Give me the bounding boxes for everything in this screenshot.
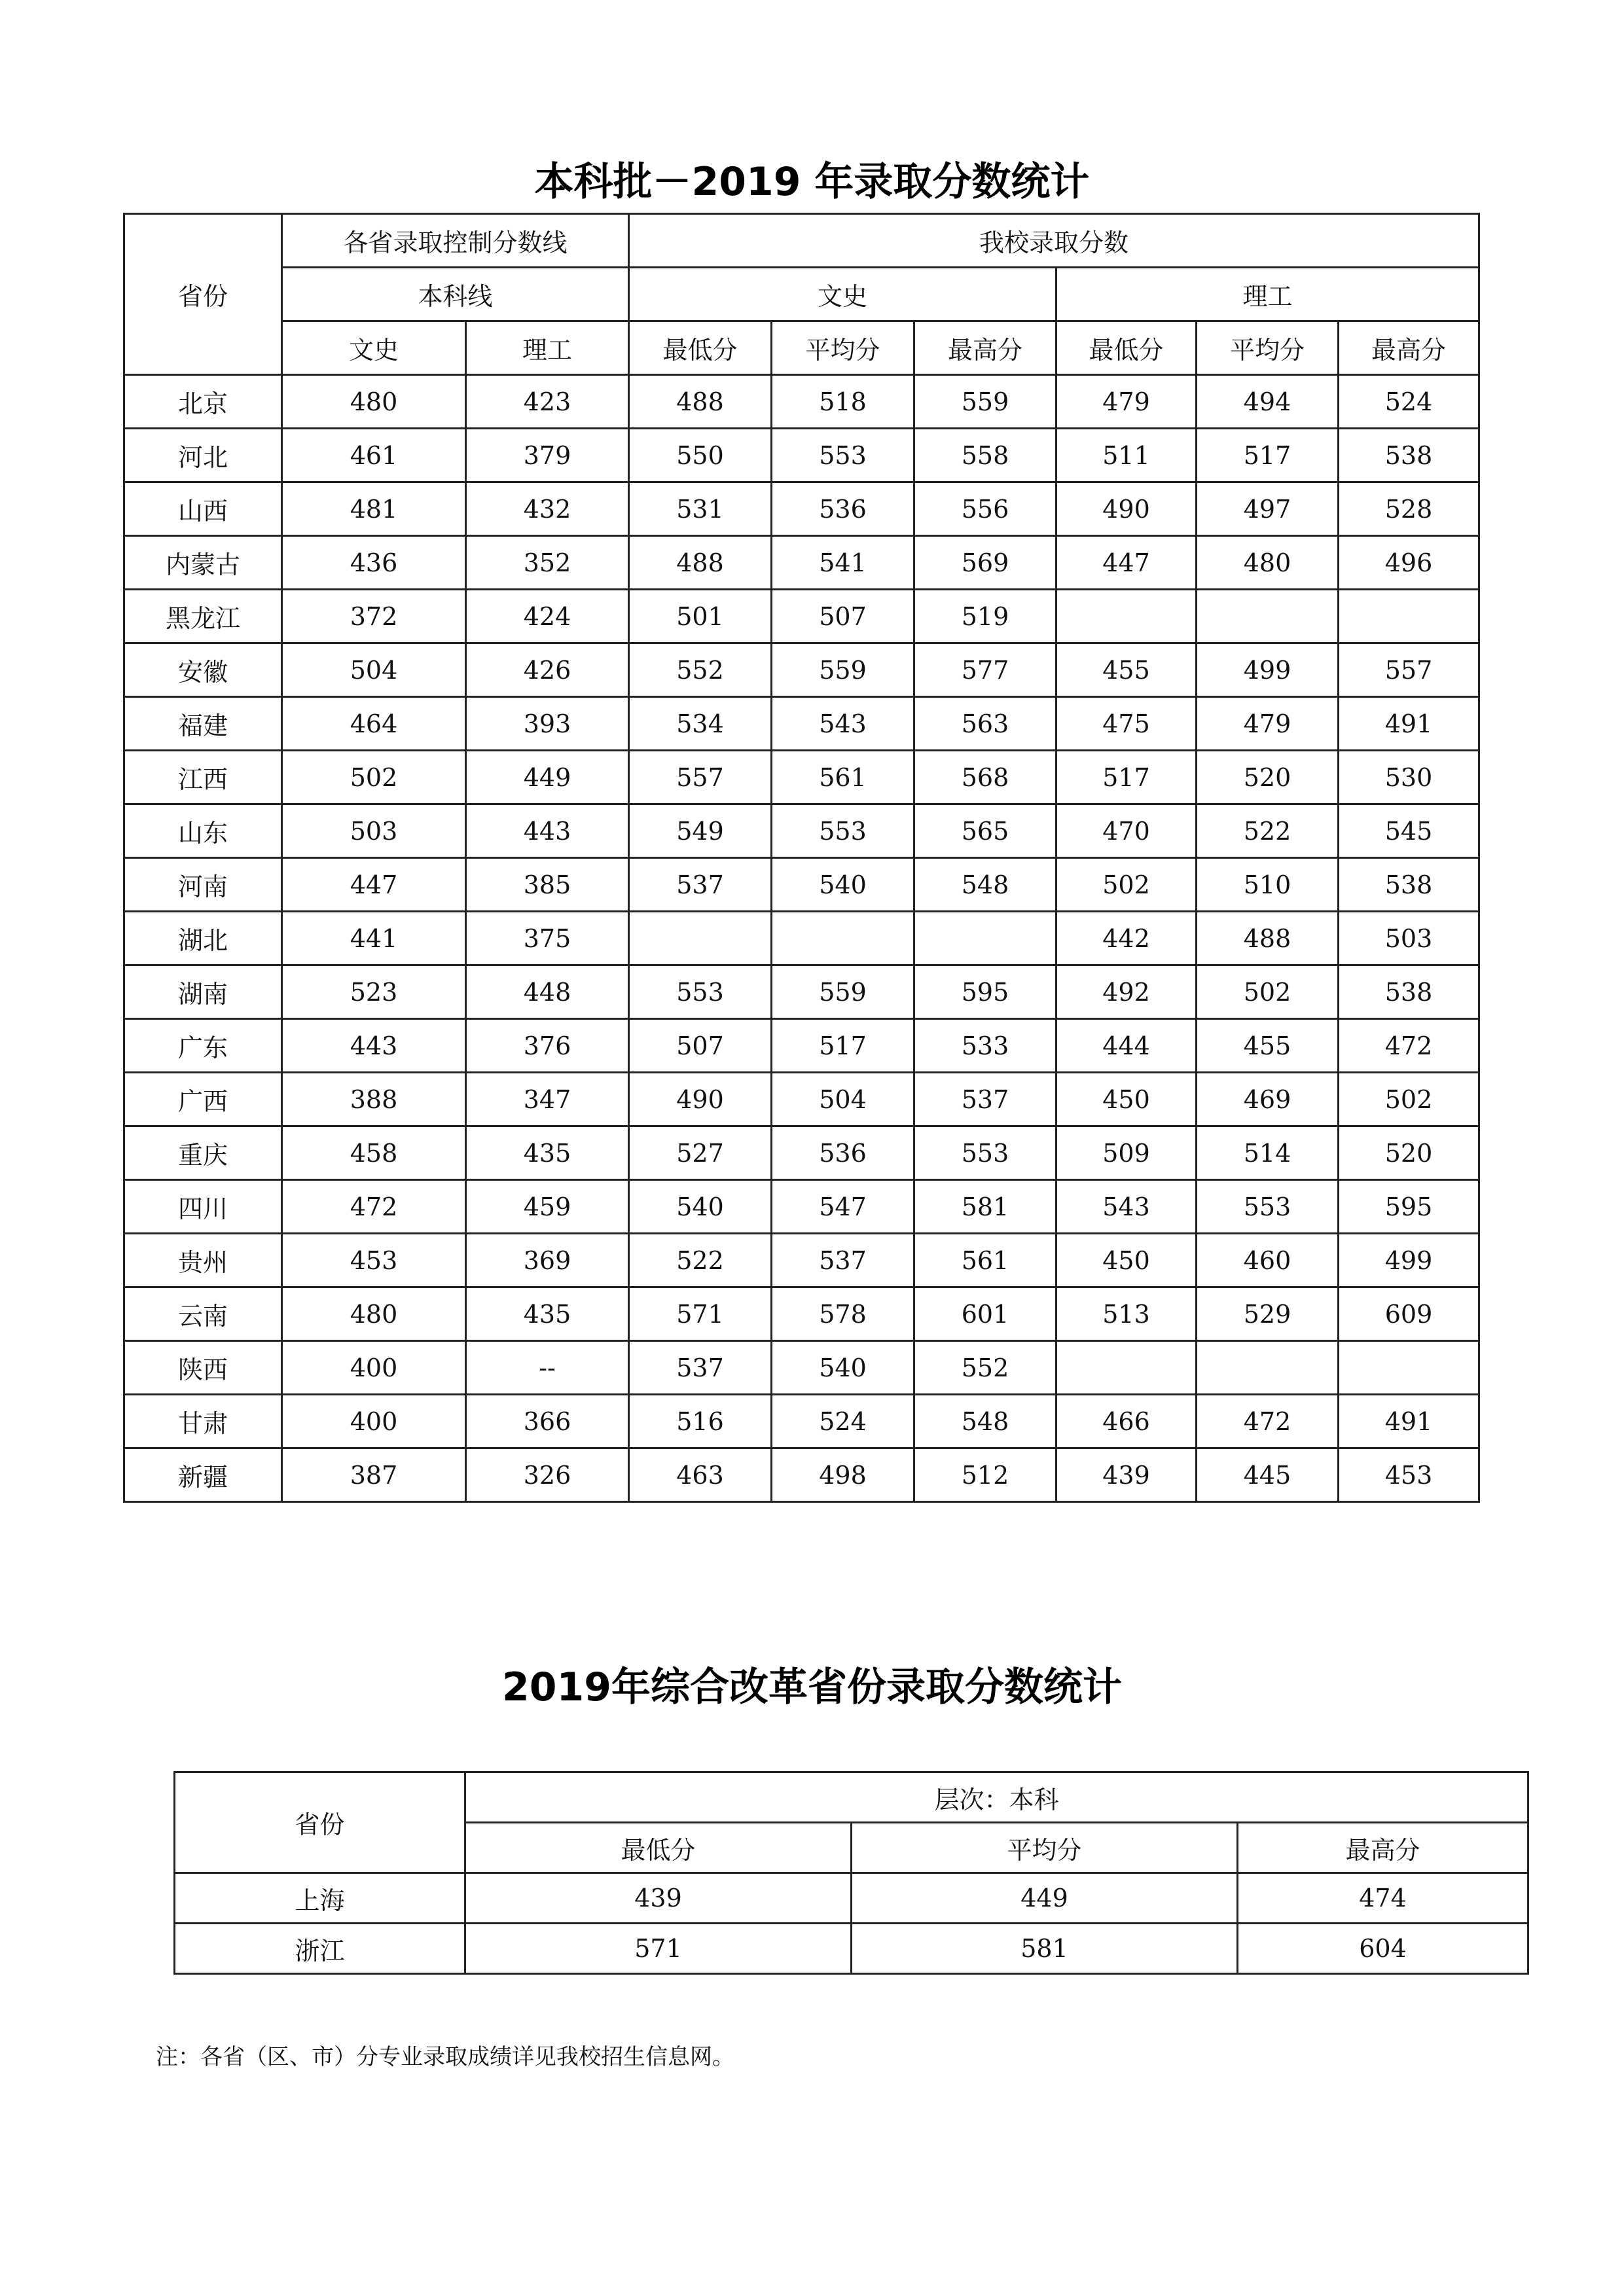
cell-line-ligong: 379: [466, 429, 629, 482]
cell-wenshi-max: [914, 912, 1056, 965]
cell-wenshi-avg: 507: [772, 590, 914, 643]
cell-ligong-avg: 510: [1197, 858, 1339, 912]
cell-line-wenshi: 502: [282, 751, 466, 804]
header-control-line-group: 各省录取控制分数线: [282, 214, 629, 268]
cell-max: 604: [1238, 1924, 1528, 1974]
cell-ligong-avg: 529: [1197, 1287, 1339, 1341]
cell-ligong-max: 491: [1339, 1395, 1479, 1448]
cell-line-ligong: 432: [466, 482, 629, 536]
cell-line-wenshi: 388: [282, 1073, 466, 1126]
cell-wenshi-min: 549: [629, 804, 772, 858]
cell-province: 云南: [124, 1287, 282, 1341]
cell-ligong-min: 466: [1056, 1395, 1197, 1448]
header-wenshi-avg: 平均分: [772, 321, 914, 375]
cell-line-wenshi: 481: [282, 482, 466, 536]
reform-table-title: 2019年综合改革省份录取分数统计: [502, 1664, 1122, 1710]
cell-ligong-max: 557: [1339, 643, 1479, 697]
cell-ligong-avg: 494: [1197, 375, 1339, 429]
table-row: [124, 643, 1479, 697]
cell-ligong-min: 447: [1056, 536, 1197, 590]
cell-wenshi-avg: 536: [772, 482, 914, 536]
cell-wenshi-min: 537: [629, 858, 772, 912]
cell-ligong-max: 472: [1339, 1019, 1479, 1073]
cell-province: 贵州: [124, 1234, 282, 1287]
cell-line-ligong: 393: [466, 697, 629, 751]
table-row: [124, 751, 1479, 804]
cell-wenshi-avg: 547: [772, 1180, 914, 1234]
cell-line-wenshi: 523: [282, 965, 466, 1019]
cell-line-ligong: 435: [466, 1126, 629, 1180]
cell-ligong-max: 520: [1339, 1126, 1479, 1180]
cell-wenshi-max: 581: [914, 1180, 1056, 1234]
cell-ligong-min: 479: [1056, 375, 1197, 429]
cell-avg: 581: [852, 1924, 1238, 1974]
cell-ligong-min: 490: [1056, 482, 1197, 536]
cell-wenshi-avg: 559: [772, 965, 914, 1019]
cell-ligong-max: 538: [1339, 429, 1479, 482]
cell-ligong-min: 470: [1056, 804, 1197, 858]
cell-wenshi-avg: 524: [772, 1395, 914, 1448]
header-ligong-min: 最低分: [1056, 321, 1197, 375]
cell-ligong-max: 528: [1339, 482, 1479, 536]
cell-line-wenshi: 372: [282, 590, 466, 643]
cell-ligong-max: 453: [1339, 1448, 1479, 1502]
cell-ligong-avg: 514: [1197, 1126, 1339, 1180]
cell-ligong-min: 475: [1056, 697, 1197, 751]
cell-ligong-max: 530: [1339, 751, 1479, 804]
cell-ligong-min: [1056, 1341, 1197, 1395]
cell-line-ligong: 369: [466, 1234, 629, 1287]
header-max: 最高分: [1238, 1823, 1528, 1873]
cell-ligong-max: 499: [1339, 1234, 1479, 1287]
cell-line-wenshi: 447: [282, 858, 466, 912]
cell-province: 福建: [124, 697, 282, 751]
cell-province: 河南: [124, 858, 282, 912]
cell-line-wenshi: 458: [282, 1126, 466, 1180]
cell-wenshi-max: 565: [914, 804, 1056, 858]
cell-ligong-min: 450: [1056, 1234, 1197, 1287]
table-row: [124, 804, 1479, 858]
cell-province: 浙江: [175, 1924, 465, 1974]
table-row: [124, 1395, 1479, 1448]
header-ligong-avg: 平均分: [1197, 321, 1339, 375]
cell-line-ligong: 423: [466, 375, 629, 429]
cell-wenshi-min: 537: [629, 1341, 772, 1395]
cell-ligong-avg: 553: [1197, 1180, 1339, 1234]
cell-ligong-min: 517: [1056, 751, 1197, 804]
cell-ligong-min: 511: [1056, 429, 1197, 482]
table-row: [175, 1873, 1528, 1924]
header-min: 最低分: [465, 1823, 852, 1873]
cell-wenshi-max: 553: [914, 1126, 1056, 1180]
cell-wenshi-max: 577: [914, 643, 1056, 697]
cell-line-wenshi: 464: [282, 697, 466, 751]
cell-wenshi-avg: 578: [772, 1287, 914, 1341]
cell-line-wenshi: 400: [282, 1395, 466, 1448]
cell-province: 湖南: [124, 965, 282, 1019]
table-row: [124, 1341, 1479, 1395]
cell-ligong-max: 609: [1339, 1287, 1479, 1341]
table-row: [124, 858, 1479, 912]
cell-line-wenshi: 400: [282, 1341, 466, 1395]
cell-ligong-avg: 517: [1197, 429, 1339, 482]
cell-province: 甘肃: [124, 1395, 282, 1448]
table-body: [124, 214, 1479, 1502]
cell-ligong-avg: 480: [1197, 536, 1339, 590]
header-avg: 平均分: [852, 1823, 1238, 1873]
table-row: [124, 1448, 1479, 1502]
cell-wenshi-avg: 537: [772, 1234, 914, 1287]
cell-ligong-min: 444: [1056, 1019, 1197, 1073]
cell-max: 474: [1238, 1873, 1528, 1924]
table-row: [124, 590, 1479, 643]
cell-ligong-avg: 502: [1197, 965, 1339, 1019]
table-row: [124, 1180, 1479, 1234]
cell-province: 内蒙古: [124, 536, 282, 590]
cell-province: 重庆: [124, 1126, 282, 1180]
cell-province: 广东: [124, 1019, 282, 1073]
cell-wenshi-avg: 553: [772, 804, 914, 858]
cell-province: 北京: [124, 375, 282, 429]
cell-ligong-max: 502: [1339, 1073, 1479, 1126]
cell-ligong-max: 538: [1339, 858, 1479, 912]
cell-wenshi-avg: 540: [772, 1341, 914, 1395]
cell-province: 江西: [124, 751, 282, 804]
cell-line-ligong: 448: [466, 965, 629, 1019]
cell-ligong-min: 509: [1056, 1126, 1197, 1180]
cell-wenshi-min: 553: [629, 965, 772, 1019]
cell-line-ligong: 424: [466, 590, 629, 643]
cell-line-ligong: 435: [466, 1287, 629, 1341]
cell-line-ligong: 375: [466, 912, 629, 965]
cell-wenshi-min: 463: [629, 1448, 772, 1502]
header-wenshi-min: 最低分: [629, 321, 772, 375]
cell-ligong-avg: 472: [1197, 1395, 1339, 1448]
reform-province-score-table: [173, 1771, 1529, 1975]
cell-wenshi-min: 540: [629, 1180, 772, 1234]
cell-wenshi-max: 556: [914, 482, 1056, 536]
cell-province: 黑龙江: [124, 590, 282, 643]
cell-ligong-avg: 460: [1197, 1234, 1339, 1287]
cell-wenshi-avg: 543: [772, 697, 914, 751]
cell-line-wenshi: 441: [282, 912, 466, 965]
cell-line-ligong: 449: [466, 751, 629, 804]
header-row-1: [124, 214, 1479, 268]
cell-line-wenshi: 461: [282, 429, 466, 482]
cell-ligong-min: 439: [1056, 1448, 1197, 1502]
cell-province: 广西: [124, 1073, 282, 1126]
header-row-3: [124, 321, 1479, 375]
cell-wenshi-min: 516: [629, 1395, 772, 1448]
cell-ligong-min: 442: [1056, 912, 1197, 965]
cell-ligong-max: 545: [1339, 804, 1479, 858]
cell-wenshi-min: 488: [629, 375, 772, 429]
cell-wenshi-min: 571: [629, 1287, 772, 1341]
cell-province: 安徽: [124, 643, 282, 697]
cell-line-ligong: --: [466, 1341, 629, 1395]
cell-wenshi-max: 533: [914, 1019, 1056, 1073]
cell-avg: 449: [852, 1873, 1238, 1924]
undergrad-admission-score-table: [123, 213, 1480, 1503]
header-ligong-max: 最高分: [1339, 321, 1479, 375]
cell-wenshi-max: 595: [914, 965, 1056, 1019]
cell-line-ligong: 426: [466, 643, 629, 697]
cell-wenshi-min: 550: [629, 429, 772, 482]
table-row: [124, 1126, 1479, 1180]
header-wenshi-max: 最高分: [914, 321, 1056, 375]
cell-wenshi-max: 512: [914, 1448, 1056, 1502]
cell-line-ligong: 347: [466, 1073, 629, 1126]
header-school-score-group: 我校录取分数: [629, 214, 1479, 268]
cell-wenshi-avg: 561: [772, 751, 914, 804]
cell-province: 山西: [124, 482, 282, 536]
cell-wenshi-avg: 553: [772, 429, 914, 482]
cell-wenshi-avg: 541: [772, 536, 914, 590]
header-ligong-group: 理工: [1056, 268, 1479, 321]
cell-line-ligong: 459: [466, 1180, 629, 1234]
cell-wenshi-avg: 498: [772, 1448, 914, 1502]
cell-line-wenshi: 503: [282, 804, 466, 858]
cell-line-ligong: 366: [466, 1395, 629, 1448]
header-province: 省份: [175, 1772, 465, 1873]
cell-min: 571: [465, 1924, 852, 1974]
cell-line-wenshi: 436: [282, 536, 466, 590]
cell-line-wenshi: 453: [282, 1234, 466, 1287]
cell-province: 新疆: [124, 1448, 282, 1502]
cell-wenshi-min: 552: [629, 643, 772, 697]
table-row: [124, 429, 1479, 482]
cell-wenshi-max: 559: [914, 375, 1056, 429]
header-province: 省份: [124, 214, 282, 375]
cell-ligong-max: 595: [1339, 1180, 1479, 1234]
cell-wenshi-avg: 518: [772, 375, 914, 429]
cell-province: 四川: [124, 1180, 282, 1234]
table-row: [124, 912, 1479, 965]
table-row: [124, 375, 1479, 429]
cell-wenshi-avg: 536: [772, 1126, 914, 1180]
cell-wenshi-avg: [772, 912, 914, 965]
cell-wenshi-min: [629, 912, 772, 965]
cell-wenshi-max: 558: [914, 429, 1056, 482]
cell-ligong-max: 503: [1339, 912, 1479, 965]
cell-ligong-avg: 479: [1197, 697, 1339, 751]
cell-wenshi-max: 561: [914, 1234, 1056, 1287]
cell-wenshi-min: 488: [629, 536, 772, 590]
cell-ligong-min: 543: [1056, 1180, 1197, 1234]
cell-ligong-avg: [1197, 590, 1339, 643]
cell-min: 439: [465, 1873, 852, 1924]
cell-ligong-min: 450: [1056, 1073, 1197, 1126]
cell-province: 陕西: [124, 1341, 282, 1395]
cell-ligong-avg: 497: [1197, 482, 1339, 536]
table-row: [124, 1287, 1479, 1341]
cell-wenshi-max: 552: [914, 1341, 1056, 1395]
cell-wenshi-max: 519: [914, 590, 1056, 643]
header-undergrad-line: 本科线: [282, 268, 629, 321]
cell-wenshi-max: 569: [914, 536, 1056, 590]
cell-line-ligong: 326: [466, 1448, 629, 1502]
cell-line-wenshi: 480: [282, 375, 466, 429]
cell-wenshi-max: 537: [914, 1073, 1056, 1126]
cell-ligong-max: 491: [1339, 697, 1479, 751]
header-line-wenshi: 文史: [282, 321, 466, 375]
header-row-2: [124, 268, 1479, 321]
cell-line-ligong: 385: [466, 858, 629, 912]
cell-province: 湖北: [124, 912, 282, 965]
table-row: [175, 1924, 1528, 1974]
cell-line-ligong: 443: [466, 804, 629, 858]
cell-ligong-min: 502: [1056, 858, 1197, 912]
header-level: 层次：本科: [465, 1772, 1528, 1823]
cell-ligong-max: 538: [1339, 965, 1479, 1019]
cell-wenshi-max: 568: [914, 751, 1056, 804]
cell-wenshi-avg: 559: [772, 643, 914, 697]
cell-ligong-max: 496: [1339, 536, 1479, 590]
cell-province: 上海: [175, 1873, 465, 1924]
table-row: [124, 1073, 1479, 1126]
cell-wenshi-min: 557: [629, 751, 772, 804]
footnote: 注：各省（区、市）分专业录取成绩详见我校招生信息网。: [156, 2044, 734, 2070]
cell-wenshi-max: 563: [914, 697, 1056, 751]
cell-ligong-avg: 522: [1197, 804, 1339, 858]
cell-province: 河北: [124, 429, 282, 482]
cell-ligong-min: 513: [1056, 1287, 1197, 1341]
table-row: [124, 1019, 1479, 1073]
cell-ligong-avg: 520: [1197, 751, 1339, 804]
cell-ligong-max: [1339, 1341, 1479, 1395]
cell-wenshi-avg: 540: [772, 858, 914, 912]
cell-wenshi-min: 534: [629, 697, 772, 751]
cell-wenshi-max: 548: [914, 858, 1056, 912]
cell-wenshi-min: 522: [629, 1234, 772, 1287]
cell-line-wenshi: 472: [282, 1180, 466, 1234]
cell-line-ligong: 352: [466, 536, 629, 590]
table-row: [124, 536, 1479, 590]
cell-wenshi-min: 490: [629, 1073, 772, 1126]
cell-line-ligong: 376: [466, 1019, 629, 1073]
cell-ligong-avg: 488: [1197, 912, 1339, 965]
cell-ligong-min: [1056, 590, 1197, 643]
cell-wenshi-avg: 504: [772, 1073, 914, 1126]
cell-ligong-avg: 469: [1197, 1073, 1339, 1126]
cell-wenshi-avg: 517: [772, 1019, 914, 1073]
cell-wenshi-min: 527: [629, 1126, 772, 1180]
cell-wenshi-min: 531: [629, 482, 772, 536]
cell-ligong-max: 524: [1339, 375, 1479, 429]
cell-wenshi-min: 507: [629, 1019, 772, 1073]
cell-wenshi-max: 548: [914, 1395, 1056, 1448]
main-table-title: 本科批－2019 年录取分数统计: [534, 159, 1090, 205]
header-row-1: [175, 1772, 1528, 1823]
cell-ligong-min: 492: [1056, 965, 1197, 1019]
cell-ligong-avg: [1197, 1341, 1339, 1395]
table-row: [124, 482, 1479, 536]
cell-wenshi-max: 601: [914, 1287, 1056, 1341]
cell-line-wenshi: 504: [282, 643, 466, 697]
table-body: [175, 1772, 1528, 1974]
cell-ligong-avg: 445: [1197, 1448, 1339, 1502]
table-row: [124, 1234, 1479, 1287]
cell-line-wenshi: 387: [282, 1448, 466, 1502]
cell-ligong-max: [1339, 590, 1479, 643]
cell-line-wenshi: 443: [282, 1019, 466, 1073]
cell-wenshi-min: 501: [629, 590, 772, 643]
cell-ligong-min: 455: [1056, 643, 1197, 697]
cell-province: 山东: [124, 804, 282, 858]
table-row: [124, 965, 1479, 1019]
table-row: [124, 697, 1479, 751]
cell-ligong-avg: 455: [1197, 1019, 1339, 1073]
cell-line-wenshi: 480: [282, 1287, 466, 1341]
header-line-ligong: 理工: [466, 321, 629, 375]
header-wenshi-group: 文史: [629, 268, 1056, 321]
cell-ligong-avg: 499: [1197, 643, 1339, 697]
